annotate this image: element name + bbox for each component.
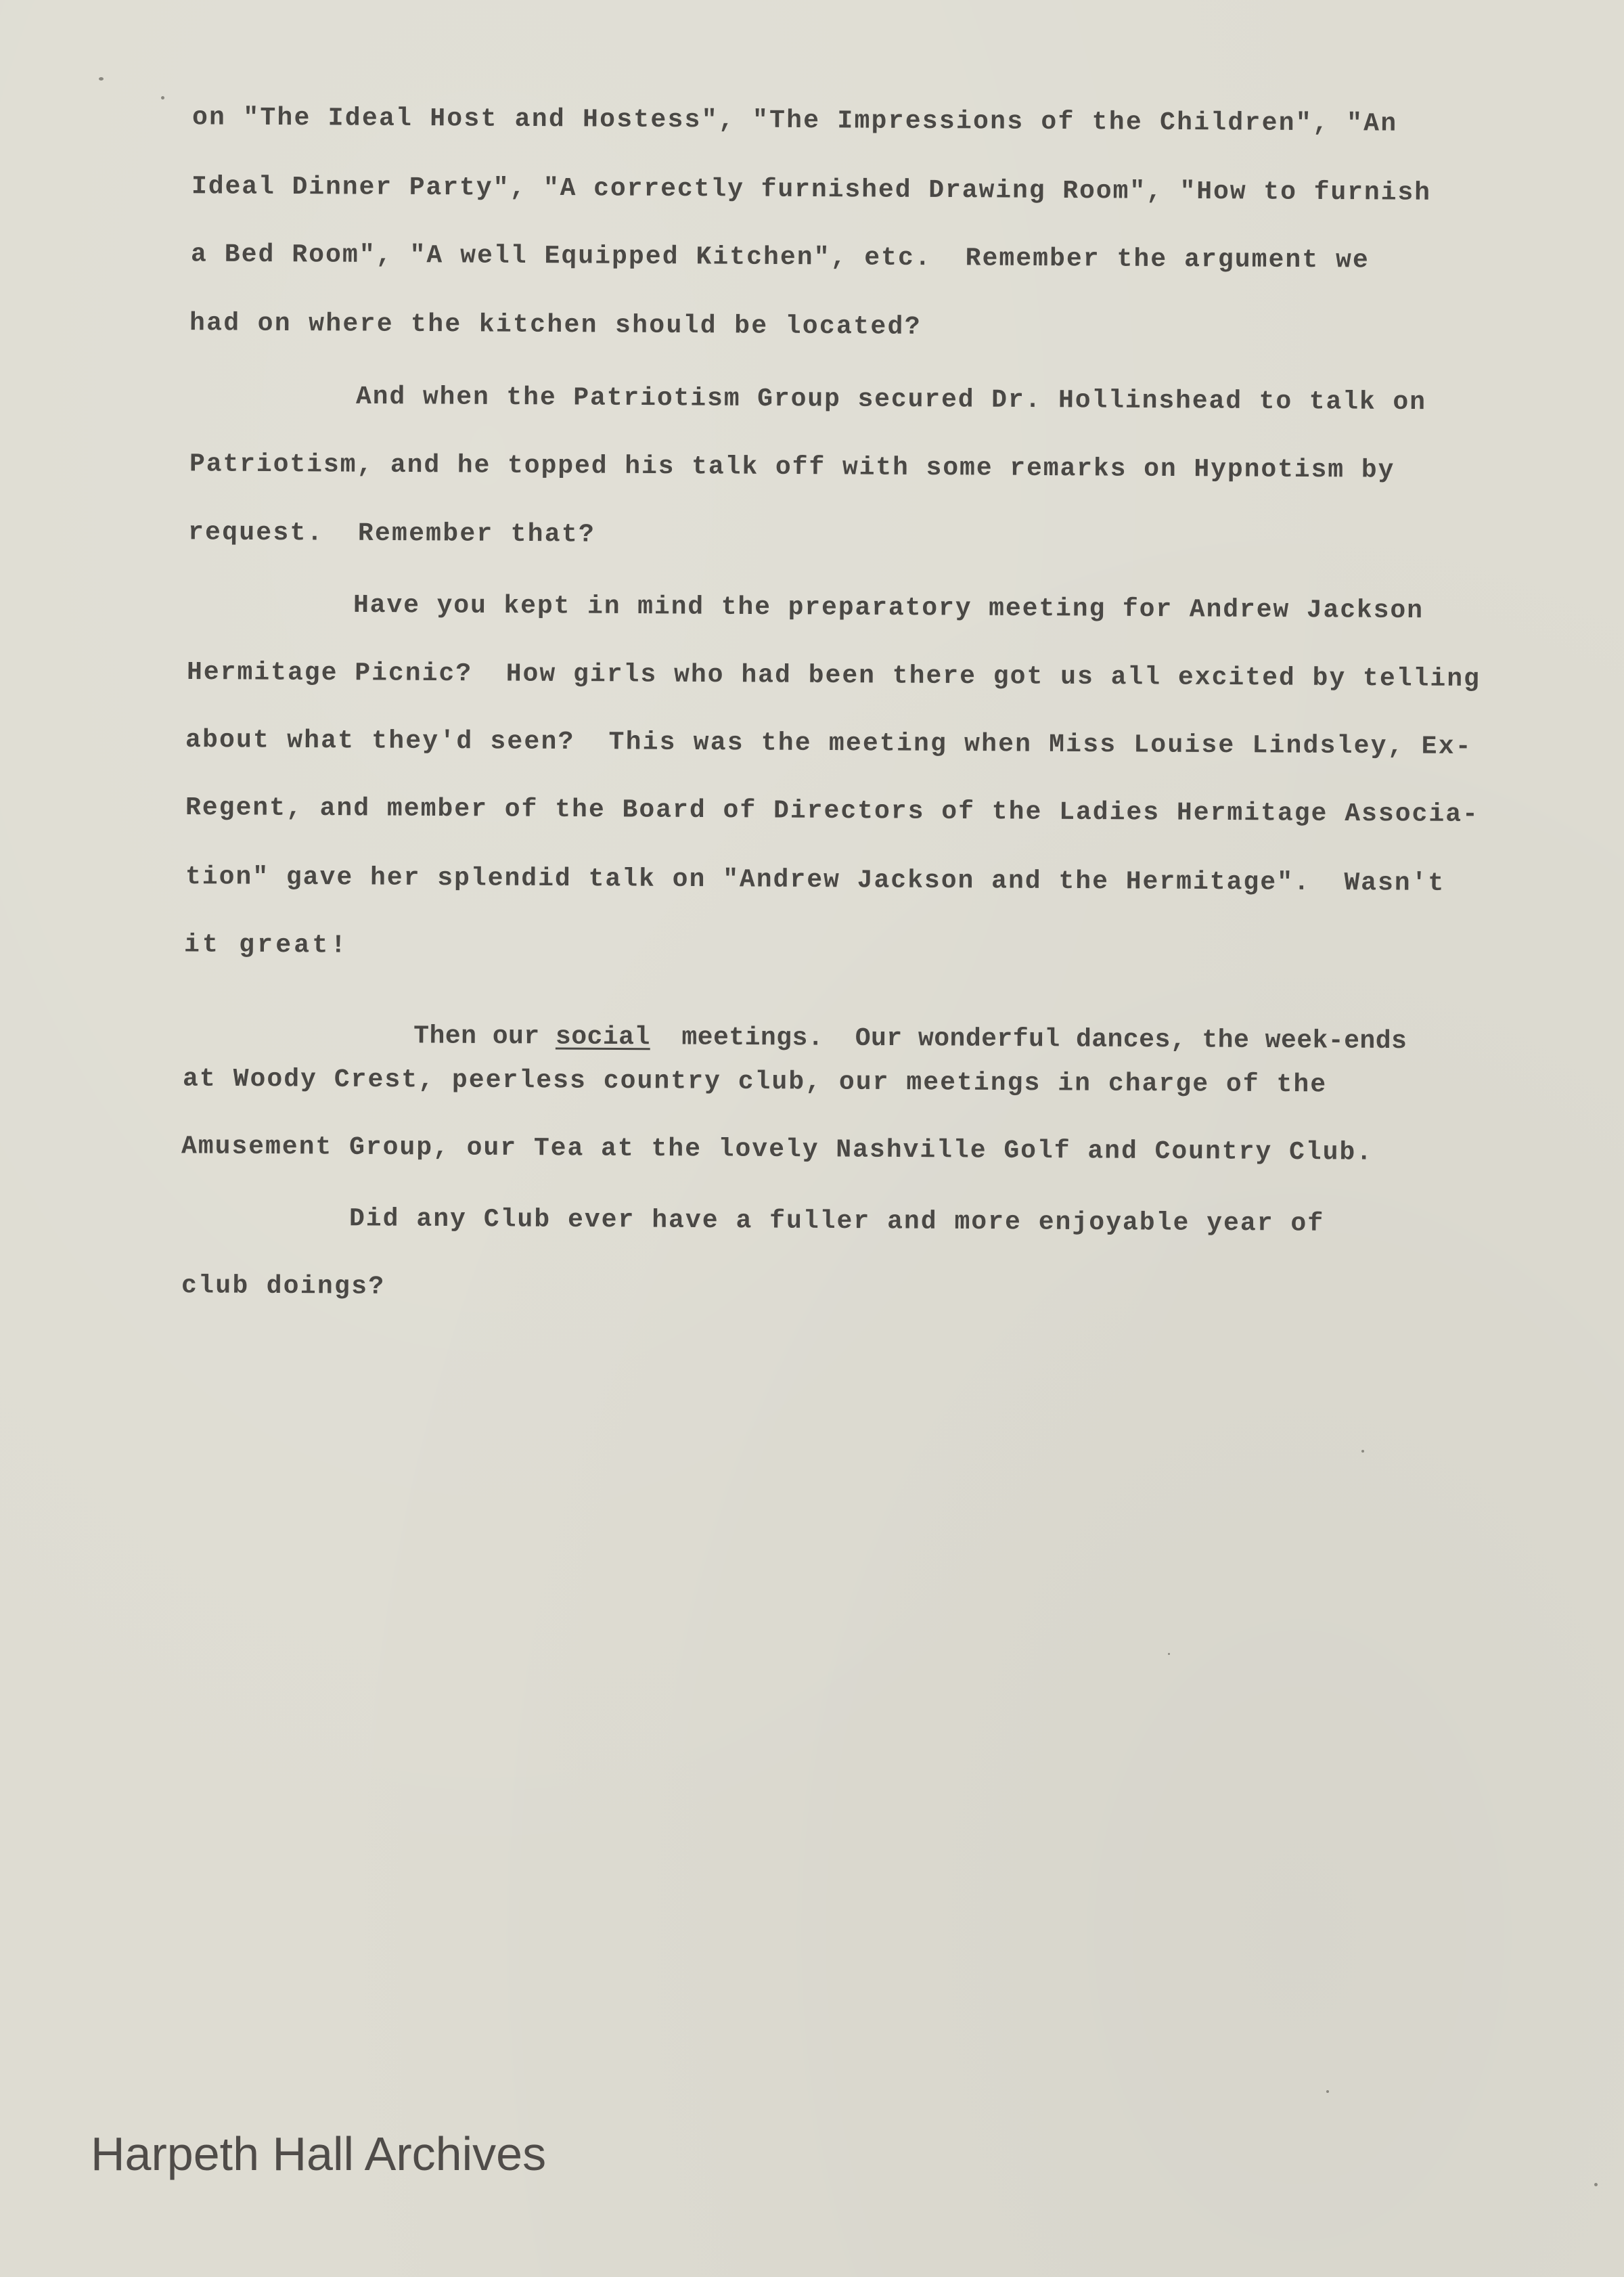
paper-speck bbox=[1326, 2090, 1329, 2093]
social-line-start: Then our bbox=[413, 1021, 540, 1052]
underlined-word: social bbox=[555, 1022, 650, 1053]
text-line: at Woody Crest, peerless country club, our meetings in charge of the bbox=[182, 1064, 1328, 1100]
text-line: tion" gave her splendid talk on "Andrew Jackson and the Hermitage". Wasn't bbox=[185, 862, 1445, 898]
text-line: Patriotism, and he topped his talk off with some remarks on Hypnotism by bbox=[189, 449, 1395, 485]
paper-speck bbox=[1594, 2183, 1598, 2186]
archive-watermark: Harpeth Hall Archives bbox=[91, 2127, 547, 2180]
text-line: it great! bbox=[183, 930, 349, 960]
paper-speck bbox=[1168, 1653, 1170, 1655]
text-line: had on where the kitchen should be located? bbox=[189, 309, 922, 342]
text-line: on "The Ideal Host and Hostess", "The Impressions of the Children", "An bbox=[191, 103, 1398, 139]
paper-speck bbox=[99, 77, 104, 81]
paper-speck bbox=[1361, 1450, 1364, 1453]
text-line: Ideal Dinner Party", "A correctly furnished Drawing Room", "How to furnish bbox=[191, 172, 1432, 208]
social-line-rest: meetings. Our wonderful dances, the week-ends bbox=[681, 1023, 1407, 1057]
text-line: And when the Patriotism Group secured Dr. Hollinshead to talk on bbox=[355, 382, 1426, 418]
text-line: Amusement Group, our Tea at the lovely Nashville Golf and Country Club. bbox=[181, 1132, 1374, 1168]
text-line: a Bed Room", "A well Equipped Kitchen", etc. Remember the argument we bbox=[190, 240, 1370, 275]
text-line: about what they'd seen? This was the meeting when Miss Louise Lindsley, Ex- bbox=[185, 726, 1472, 761]
text-line: Did any Club ever have a fuller and more enjoyable year of bbox=[348, 1204, 1325, 1239]
text-line: request. Remember that? bbox=[187, 518, 596, 550]
text-line: club doings? bbox=[181, 1271, 386, 1302]
text-line: Have you kept in mind the preparatory meeting for Andrew Jackson bbox=[353, 590, 1424, 626]
text-line: Regent, and member of the Board of Directors of the Ladies Hermitage Associa- bbox=[185, 793, 1480, 830]
text-line: Hermitage Picnic? How girls who had been there got us all excited by telling bbox=[186, 657, 1481, 694]
paper-speck bbox=[161, 96, 164, 100]
